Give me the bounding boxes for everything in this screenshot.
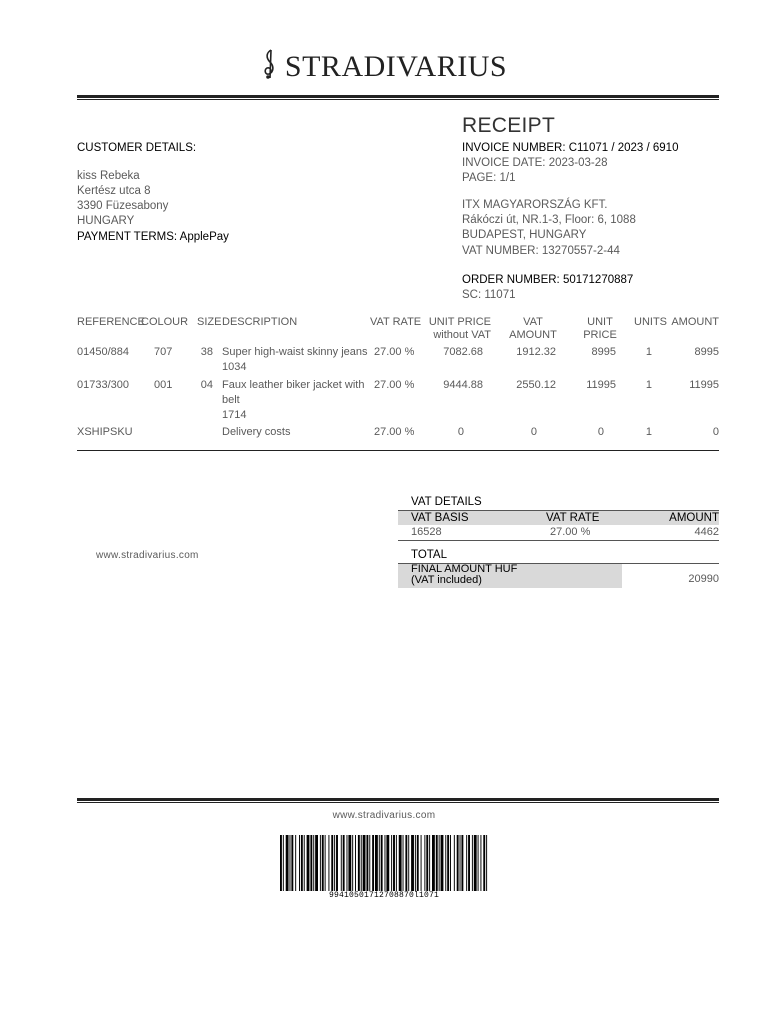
row1-amount: 8995: [694, 346, 719, 358]
row1-vat-rate: 27.00 %: [374, 346, 415, 358]
row2-vat-rate: 27.00 %: [374, 379, 415, 391]
row3-amount: 0: [712, 426, 719, 438]
row3-reference: XSHIPSKU: [77, 426, 133, 438]
vat-details: [398, 494, 719, 588]
table-bottom-rule: [77, 450, 719, 451]
website-text: www.stradivarius.com: [96, 550, 199, 561]
final-amount-label: [398, 564, 622, 588]
top-divider: [77, 95, 719, 98]
row3-desc1: Delivery costs: [222, 426, 291, 438]
customer-name: kiss Rebeka: [77, 170, 140, 182]
brand-name: STRADIVARIUS: [284, 49, 508, 83]
vat-details-title: VAT DETAILS: [411, 496, 482, 508]
footer-website: www.stradivarius.com: [332, 810, 436, 821]
final-amount-label-l1: FINAL AMOUNT HUF: [411, 563, 518, 575]
vat-amount-header: AMOUNT: [669, 512, 719, 524]
row3-unit-novat: 0: [457, 426, 464, 438]
company-vat: VAT NUMBER: 13270557-2-44: [462, 245, 620, 257]
row3-unit-price: 0: [597, 426, 604, 438]
col-unit-price-novat-l1: UNIT PRICE: [428, 316, 491, 328]
col-size: SIZE: [197, 316, 222, 328]
row2-desc3: 1714: [222, 409, 247, 421]
row2-desc2: belt: [222, 394, 240, 406]
vat-rate-value: 27.00 %: [550, 526, 591, 538]
brand-logo: [0, 48, 768, 85]
vat-amount-value: 4462: [694, 526, 719, 538]
final-amount-row: [398, 564, 719, 588]
row2-desc1: Faux leather biker jacket with: [222, 379, 365, 391]
row2-colour: 001: [154, 379, 173, 391]
row3-vat-amount: 0: [530, 426, 537, 438]
col-amount: AMOUNT: [671, 316, 719, 328]
company-name: ITX MAGYARORSZÁG KFT.: [462, 199, 608, 211]
total-title: TOTAL: [398, 548, 719, 564]
row2-units: 1: [645, 379, 652, 391]
col-colour: COLOUR: [141, 316, 189, 328]
row3-vat-rate: 27.00 %: [374, 426, 415, 438]
col-description: DESCRIPTION: [222, 316, 298, 328]
vat-basis-value: 16528: [411, 526, 442, 538]
order-number: ORDER NUMBER: 50171270887: [462, 274, 634, 286]
col-vat-amount-l1: VAT: [523, 316, 543, 328]
col-vat-amount: [500, 316, 566, 342]
col-vat-rate: VAT RATE: [370, 316, 422, 328]
payment-terms: PAYMENT TERMS: ApplePay: [77, 231, 229, 243]
company-city: BUDAPEST, HUNGARY: [462, 229, 587, 241]
final-amount-value: 20990: [688, 573, 719, 585]
vat-details-header: [398, 510, 719, 525]
row1-vat-amount: 1912.32: [516, 346, 556, 358]
customer-country: HUNGARY: [77, 215, 135, 227]
col-unit-price-novat: [425, 316, 491, 342]
bottom-divider: [77, 798, 719, 801]
vat-details-row: [398, 525, 719, 541]
customer-heading: CUSTOMER DETAILS:: [77, 142, 197, 154]
col-unit-price-l2: PRICE: [583, 329, 617, 341]
barcode: [280, 835, 488, 891]
row1-size: 38: [200, 346, 213, 358]
col-vat-amount-l2: AMOUNT: [509, 329, 557, 341]
page-count: PAGE: 1/1: [462, 172, 516, 184]
row2-unit-novat: 9444.88: [443, 379, 483, 391]
row2-reference: 01733/300: [77, 379, 129, 391]
sc-code: SC: 11071: [462, 289, 516, 301]
row1-desc1: Super high-waist skinny jeans: [222, 346, 368, 358]
col-unit-price-novat-l2: without VAT: [433, 329, 491, 341]
row1-desc2: 1034: [222, 361, 247, 373]
col-units: UNITS: [634, 316, 667, 328]
row1-reference: 01450/884: [77, 346, 129, 358]
customer-city: 3390 Füzesabony: [77, 200, 169, 212]
company-address: Rákóczi út, NR.1-3, Floor: 6, 1088: [462, 214, 636, 226]
customer-street: Kertész utca 8: [77, 185, 151, 197]
treble-clef-icon: [261, 48, 279, 85]
row2-unit-price: 11995: [586, 379, 616, 391]
row1-unit-price: 8995: [591, 346, 616, 358]
col-unit-price: [575, 316, 625, 342]
vat-basis-header: VAT BASIS: [411, 512, 469, 524]
invoice-number: INVOICE NUMBER: C11071 / 2023 / 6910: [462, 142, 679, 154]
final-amount-label-l2: (VAT included): [411, 574, 482, 586]
row2-vat-amount: 2550.12: [516, 379, 556, 391]
row1-unit-novat: 7082.68: [443, 346, 483, 358]
invoice-date: INVOICE DATE: 2023-03-28: [462, 157, 608, 169]
row1-units: 1: [645, 346, 652, 358]
col-unit-price-l1: UNIT: [587, 316, 613, 328]
receipt-title: RECEIPT: [462, 114, 556, 137]
row1-colour: 707: [154, 346, 173, 358]
barcode-number: 99410501712708870l1071: [328, 891, 440, 900]
col-reference: REFERENCE: [77, 316, 145, 328]
row2-amount: 11995: [689, 379, 719, 391]
vat-rate-header: VAT RATE: [546, 512, 600, 524]
row2-size: 04: [200, 379, 213, 391]
row3-units: 1: [645, 426, 652, 438]
